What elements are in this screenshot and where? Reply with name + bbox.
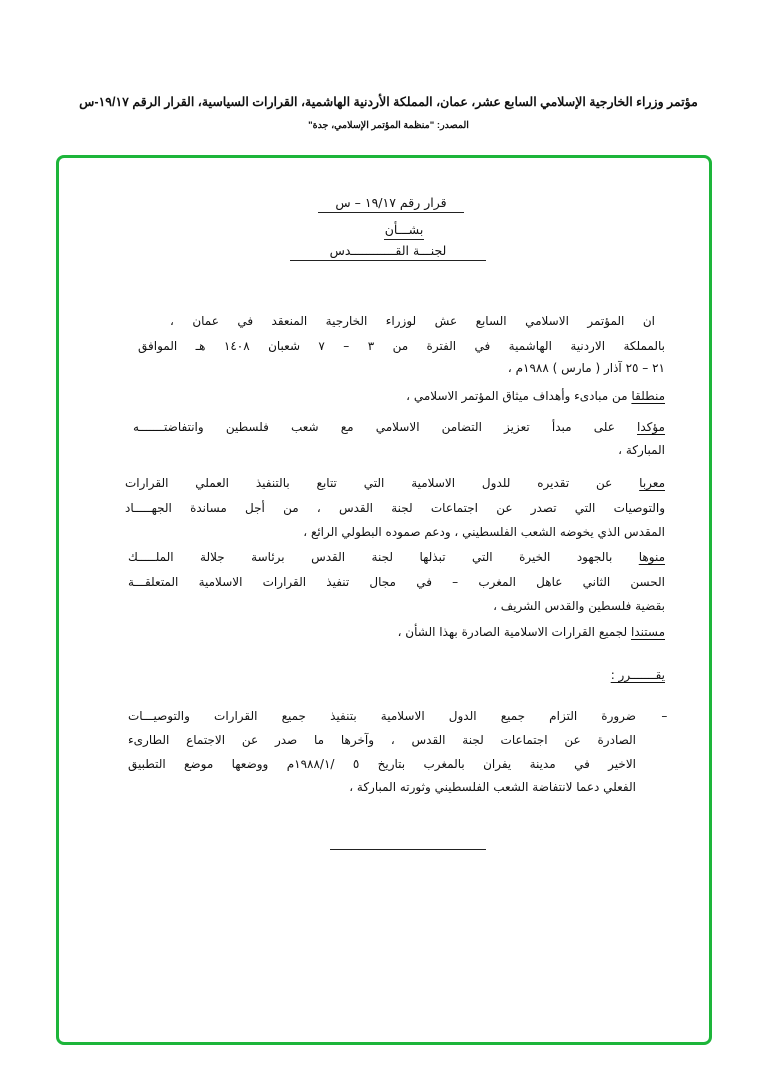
clause-starting [138, 387, 665, 405]
clause-line: المباركة ، [618, 443, 665, 457]
clause-text: عن تقديره للدول الاسلامية التي تتابع بالتنفيذ العملي القرارات [125, 476, 640, 490]
clause-lead: معربا [639, 476, 665, 490]
clause-citing [128, 623, 665, 641]
clause-text: من مبادىء وأهداف ميثاق المؤتمر الاسلامي ، [406, 389, 632, 403]
regarding-label: بشـــأن [384, 222, 424, 240]
clause-lead: منطلقا [631, 389, 665, 403]
resolution-number: قرار رقم ١٩/١٧ – س [318, 195, 464, 213]
end-rule [330, 849, 486, 850]
preamble-line: ٢١ – ٢٥ آذار ( مارس ) ١٩٨٨م ، [507, 361, 665, 375]
clause-expressing [125, 474, 665, 492]
clause-lead: منوها [638, 550, 665, 564]
decision-line: الاخير في مدينة يفران بالمغرب بتاريخ ٥ /١٩٨٨/١م ووضعها موضع التطبيق [128, 757, 637, 771]
decision-line: ضرورة التزام جميع الدول الاسلامية بتنفيذ جميع القرارات والتوصيـــات [128, 709, 636, 723]
document-source: المصدر: "منظمة المؤتمر الإسلامي، جدة" [308, 120, 469, 131]
clause-line: المقدس الذي يخوضه الشعب الفلسطيني ، ودعم صموده البطولي الرائع ، [303, 525, 665, 539]
decision-line: الصادرة عن اجتماعات لجنة القدس ، وآخرها ما صدر عن الاجتماع الطارىء [128, 733, 636, 747]
clause-text: بالجهود الخيرة التي تبذلها لجنة القدس برئاسة جلالة الملـــــك [128, 550, 639, 564]
clause-line: الحسن الثاني عاهل المغرب – في مجال تنفيذ القرارات الاسلامية المتعلقـــة [128, 575, 665, 589]
clause-line: والتوصيات التي تصدر عن اجتماعات لجنة القدس ، من أجل مساندة الجهـــــاد [125, 501, 665, 515]
clause-affirming [133, 418, 665, 436]
clause-commending [128, 548, 665, 566]
preamble-line: بالمملكة الاردنية الهاشمية في الفترة من ٣ – ٧ شعبان ١٤٠٨ هـ الموافق [138, 339, 665, 353]
clause-text: على مبدأ تعزيز التضامن الاسلامي مع شعب فلسطين وانتفاضتـــــــه [133, 420, 638, 434]
decision-line: الفعلي دعما لانتفاضة الشعب الفلسطيني وثورته المباركة ، [349, 780, 636, 794]
clause-line: بقضية فلسطين والقدس الشريف ، [493, 599, 665, 613]
decides-heading: يقـــــــرر : [610, 668, 665, 682]
resolution-subject: لجنـــة القــــــــــــدس [290, 243, 486, 261]
clause-lead: مؤكدا [637, 420, 665, 434]
clause-text: لجميع القرارات الاسلامية الصادرة بهذا الشأن ، [397, 625, 631, 639]
document-header-title: مؤتمر وزراء الخارجية الإسلامي السابع عشر، عمان، المملكة الأردنية الهاشمية، القرارات السياسية، القرار الرقم ١٩/١٧-س [79, 95, 698, 109]
item-bullet: – [661, 709, 668, 723]
preamble-line: ان المؤتمر الاسلامي السابع عش لوزراء الخارجية المنعقد في عمان ، [170, 314, 655, 328]
clause-lead: مستندا [630, 625, 665, 639]
